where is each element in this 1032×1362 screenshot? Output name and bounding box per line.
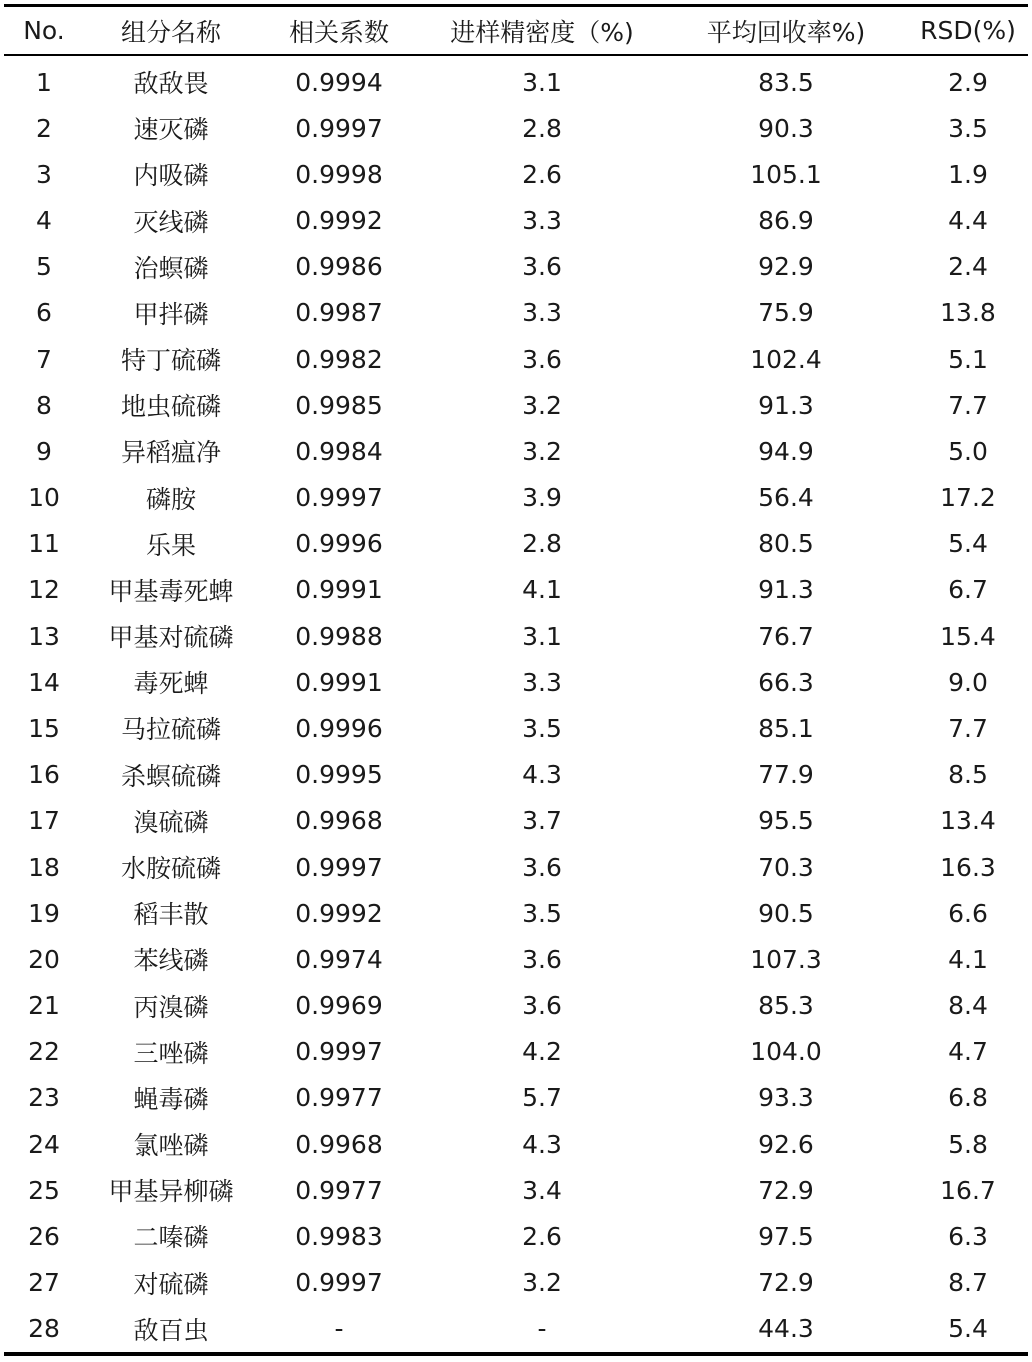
cell-component-name: 三唑磷 [133, 1038, 209, 1068]
table-row [4, 521, 1028, 567]
cell-rsd: 5.4 [948, 1314, 988, 1344]
table-row [4, 890, 1028, 936]
cell-rsd: 5.1 [948, 344, 988, 374]
cell-rsd: 6.6 [948, 898, 988, 928]
cell-injection-precision: 4.3 [522, 1129, 562, 1159]
cell-rsd: 4.1 [948, 944, 988, 974]
cell-component-name: 乐果 [145, 530, 196, 560]
cell-no: 10 [28, 483, 60, 513]
cell-injection-precision: 2.6 [522, 1221, 562, 1251]
cell-rsd: 8.5 [948, 760, 988, 790]
cell-injection-precision: 3.3 [522, 298, 562, 328]
cell-rsd: 13.4 [940, 806, 996, 836]
cell-correlation: 0.9992 [295, 206, 383, 236]
table-row [4, 382, 1028, 428]
cell-component-name: 苯线磷 [133, 946, 209, 976]
cell-injection-precision: 3.6 [522, 252, 562, 282]
cell-average-recovery: 104.0 [750, 1037, 822, 1067]
header-injection-precision: 进样精密度（%) [450, 17, 634, 47]
cell-component-name: 甲基毒死蜱 [108, 576, 234, 606]
cell-component-name: 速灭磷 [133, 115, 209, 145]
cell-rsd: 5.8 [948, 1129, 988, 1159]
cell-rsd: 7.7 [948, 390, 988, 420]
table-body [4, 56, 1028, 1352]
cell-component-name: 对硫磷 [133, 1269, 209, 1299]
table-row [4, 428, 1028, 474]
cell-correlation: 0.9968 [295, 1129, 383, 1159]
cell-rsd: 4.7 [948, 1037, 988, 1067]
cell-correlation: 0.9984 [295, 436, 383, 466]
table-row [4, 244, 1028, 290]
cell-correlation: 0.9997 [295, 852, 383, 882]
cell-no: 7 [36, 344, 52, 374]
cell-component-name: 磷胺 [145, 484, 196, 514]
cell-component-name: 氯唑磷 [133, 1131, 209, 1161]
cell-injection-precision: 3.6 [522, 852, 562, 882]
cell-component-name: 灭线磷 [133, 207, 209, 237]
cell-correlation: 0.9986 [295, 252, 383, 282]
cell-correlation: 0.9977 [295, 1175, 383, 1205]
cell-rsd: 5.4 [948, 529, 988, 559]
cell-no: 22 [28, 1037, 60, 1067]
table-row [4, 936, 1028, 982]
cell-no: 16 [28, 760, 60, 790]
table-row [4, 705, 1028, 751]
cell-no: 26 [28, 1221, 60, 1251]
cell-injection-precision: 4.1 [522, 575, 562, 605]
cell-average-recovery: 102.4 [750, 344, 822, 374]
cell-average-recovery: 86.9 [758, 206, 814, 236]
cell-rsd: 7.7 [948, 713, 988, 743]
cell-correlation: 0.9996 [295, 529, 383, 559]
cell-component-name: 敌百虫 [133, 1315, 209, 1345]
cell-correlation: 0.9997 [295, 483, 383, 513]
cell-injection-precision: 3.2 [522, 436, 562, 466]
table-header-row [4, 7, 1028, 56]
cell-no: 11 [28, 529, 60, 559]
cell-no: 14 [28, 667, 60, 697]
table-row [4, 1213, 1028, 1259]
cell-average-recovery: 91.3 [758, 390, 814, 420]
cell-correlation: 0.9997 [295, 1268, 383, 1298]
cell-no: 18 [28, 852, 60, 882]
cell-correlation: 0.9997 [295, 1037, 383, 1067]
cell-no: 17 [28, 806, 60, 836]
cell-rsd: 5.0 [948, 436, 988, 466]
cell-correlation: 0.9983 [295, 1221, 383, 1251]
cell-component-name: 异稻瘟净 [120, 438, 221, 468]
cell-correlation: 0.9987 [295, 298, 383, 328]
cell-injection-precision: 3.9 [522, 483, 562, 513]
table-row [4, 1075, 1028, 1121]
cell-correlation: 0.9985 [295, 390, 383, 420]
cell-correlation: 0.9982 [295, 344, 383, 374]
cell-average-recovery: 91.3 [758, 575, 814, 605]
cell-correlation: 0.9992 [295, 898, 383, 928]
cell-injection-precision: 3.6 [522, 944, 562, 974]
header-component-name: 组分名称 [120, 17, 221, 47]
cell-no: 5 [36, 252, 52, 282]
cell-correlation: 0.9991 [295, 575, 383, 605]
table-row [4, 567, 1028, 613]
header-no: No. [23, 16, 65, 45]
cell-component-name: 特丁硫磷 [120, 346, 221, 376]
table-row [4, 1029, 1028, 1075]
cell-correlation: 0.9994 [295, 67, 383, 97]
header-rsd: RSD(%) [920, 16, 1016, 45]
cell-injection-precision: 3.5 [522, 713, 562, 743]
pesticide-results-table [4, 7, 1028, 1352]
cell-component-name: 水胺硫磷 [120, 854, 221, 883]
cell-no: 3 [36, 159, 52, 189]
cell-average-recovery: 70.3 [758, 852, 814, 882]
cell-rsd: 13.8 [940, 298, 996, 328]
cell-average-recovery: 94.9 [758, 436, 814, 466]
cell-correlation: 0.9977 [295, 1083, 383, 1113]
cell-correlation: 0.9988 [295, 621, 383, 651]
cell-no: 9 [36, 436, 52, 466]
cell-injection-precision: 3.6 [522, 991, 562, 1021]
cell-no: 15 [28, 713, 60, 743]
cell-correlation: 0.9997 [295, 113, 383, 143]
cell-injection-precision: 2.6 [522, 159, 562, 189]
table-row [4, 290, 1028, 336]
cell-injection-precision: 3.7 [522, 806, 562, 836]
cell-average-recovery: 80.5 [758, 529, 814, 559]
cell-correlation: 0.9968 [295, 806, 383, 836]
cell-component-name: 治螟磷 [133, 253, 209, 283]
cell-correlation: 0.9995 [295, 760, 383, 790]
cell-component-name: 敌敌畏 [133, 69, 209, 99]
table-row [4, 1121, 1028, 1167]
cell-injection-precision: 3.3 [522, 206, 562, 236]
table-row [4, 798, 1028, 844]
cell-component-name: 甲基异柳磷 [108, 1177, 234, 1207]
cell-average-recovery: 72.9 [758, 1175, 814, 1205]
cell-no: 19 [28, 898, 60, 928]
cell-no: 24 [28, 1129, 60, 1159]
table-row [4, 56, 1028, 105]
table-row [4, 336, 1028, 382]
cell-injection-precision: 3.3 [522, 667, 562, 697]
cell-component-name: 二嗪磷 [133, 1223, 209, 1253]
cell-average-recovery: 83.5 [758, 67, 814, 97]
cell-no: 4 [36, 206, 52, 236]
cell-average-recovery: 72.9 [758, 1268, 814, 1298]
table-row [4, 613, 1028, 659]
cell-injection-precision: 3.4 [522, 1175, 562, 1205]
cell-average-recovery: 92.9 [758, 252, 814, 282]
cell-injection-precision: 4.2 [522, 1037, 562, 1067]
header-average-recovery: 平均回收率%) [706, 17, 866, 47]
cell-injection-precision: 2.8 [522, 529, 562, 559]
cell-no: 20 [28, 944, 60, 974]
cell-correlation: 0.9974 [295, 944, 383, 974]
cell-no: 2 [36, 113, 52, 143]
cell-average-recovery: 107.3 [750, 944, 822, 974]
cell-average-recovery: 56.4 [758, 483, 814, 513]
cell-injection-precision: 4.3 [522, 760, 562, 790]
cell-no: 12 [28, 575, 60, 605]
cell-rsd: 1.9 [948, 159, 988, 189]
table-row [4, 844, 1028, 890]
table-row [4, 198, 1028, 244]
cell-component-name: 杀螟硫磷 [120, 761, 221, 791]
cell-component-name: 蝇毒磷 [133, 1084, 209, 1114]
cell-no: 6 [36, 298, 52, 328]
cell-average-recovery: 85.1 [758, 713, 814, 743]
cell-injection-precision: 3.1 [522, 67, 562, 97]
cell-no: 1 [36, 67, 52, 97]
cell-no: 25 [28, 1175, 60, 1205]
cell-average-recovery: 97.5 [758, 1221, 814, 1251]
cell-average-recovery: 75.9 [758, 298, 814, 328]
cell-component-name: 地虫硫磷 [120, 392, 221, 422]
cell-average-recovery: 92.6 [758, 1129, 814, 1159]
table-row [4, 105, 1028, 151]
table-bottom-rule [4, 1352, 1028, 1356]
cell-component-name: 马拉硫磷 [120, 715, 221, 745]
cell-rsd: 8.7 [948, 1268, 988, 1298]
cell-injection-precision: 3.6 [522, 344, 562, 374]
cell-average-recovery: 85.3 [758, 991, 814, 1021]
cell-component-name: 甲基对硫磷 [108, 623, 234, 653]
cell-component-name: 甲拌磷 [133, 299, 209, 329]
cell-rsd: 6.7 [948, 575, 988, 605]
cell-component-name: 溴硫磷 [133, 807, 209, 837]
cell-rsd: 2.4 [948, 252, 988, 282]
header-correlation: 相关系数 [288, 17, 389, 47]
cell-average-recovery: 66.3 [758, 667, 814, 697]
cell-rsd: 16.3 [940, 852, 996, 882]
cell-injection-precision: 3.2 [522, 1268, 562, 1298]
cell-component-name: 毒死蜱 [133, 669, 209, 699]
table-row [4, 1167, 1028, 1213]
cell-rsd: 3.5 [948, 113, 988, 143]
cell-average-recovery: 76.7 [758, 621, 814, 651]
cell-correlation: 0.9996 [295, 713, 383, 743]
cell-no: 23 [28, 1083, 60, 1113]
cell-no: 21 [28, 991, 60, 1021]
table-row [4, 752, 1028, 798]
cell-correlation: - [334, 1314, 344, 1344]
cell-injection-precision: 3.5 [522, 898, 562, 928]
cell-average-recovery: 90.3 [758, 113, 814, 143]
cell-correlation: 0.9998 [295, 159, 383, 189]
cell-no: 8 [36, 390, 52, 420]
cell-injection-precision: 3.1 [522, 621, 562, 651]
cell-rsd: 6.8 [948, 1083, 988, 1113]
table-row [4, 659, 1028, 705]
cell-no: 13 [28, 621, 60, 651]
cell-average-recovery: 93.3 [758, 1083, 814, 1113]
cell-component-name: 稻丰散 [133, 900, 209, 930]
cell-injection-precision: 5.7 [522, 1083, 562, 1113]
cell-average-recovery: 90.5 [758, 898, 814, 928]
cell-rsd: 15.4 [940, 621, 996, 651]
cell-average-recovery: 105.1 [750, 159, 822, 189]
cell-average-recovery: 77.9 [758, 760, 814, 790]
cell-average-recovery: 44.3 [758, 1314, 814, 1344]
table-row [4, 475, 1028, 521]
cell-injection-precision: 2.8 [522, 113, 562, 143]
cell-injection-precision: 3.2 [522, 390, 562, 420]
cell-rsd: 2.9 [948, 67, 988, 97]
cell-component-name: 内吸磷 [133, 161, 209, 191]
table-row [4, 1306, 1028, 1352]
cell-correlation: 0.9969 [295, 991, 383, 1021]
cell-component-name: 丙溴磷 [133, 992, 209, 1022]
cell-rsd: 4.4 [948, 206, 988, 236]
cell-rsd: 6.3 [948, 1221, 988, 1251]
cell-no: 28 [28, 1314, 60, 1344]
table-row [4, 982, 1028, 1028]
table-row [4, 151, 1028, 197]
cell-average-recovery: 95.5 [758, 806, 814, 836]
cell-rsd: 8.4 [948, 991, 988, 1021]
cell-correlation: 0.9991 [295, 667, 383, 697]
cell-rsd: 16.7 [940, 1175, 996, 1205]
cell-rsd: 17.2 [940, 483, 996, 513]
cell-injection-precision: - [537, 1314, 547, 1344]
table-row [4, 1259, 1028, 1305]
cell-no: 27 [28, 1268, 60, 1298]
cell-rsd: 9.0 [948, 667, 988, 697]
